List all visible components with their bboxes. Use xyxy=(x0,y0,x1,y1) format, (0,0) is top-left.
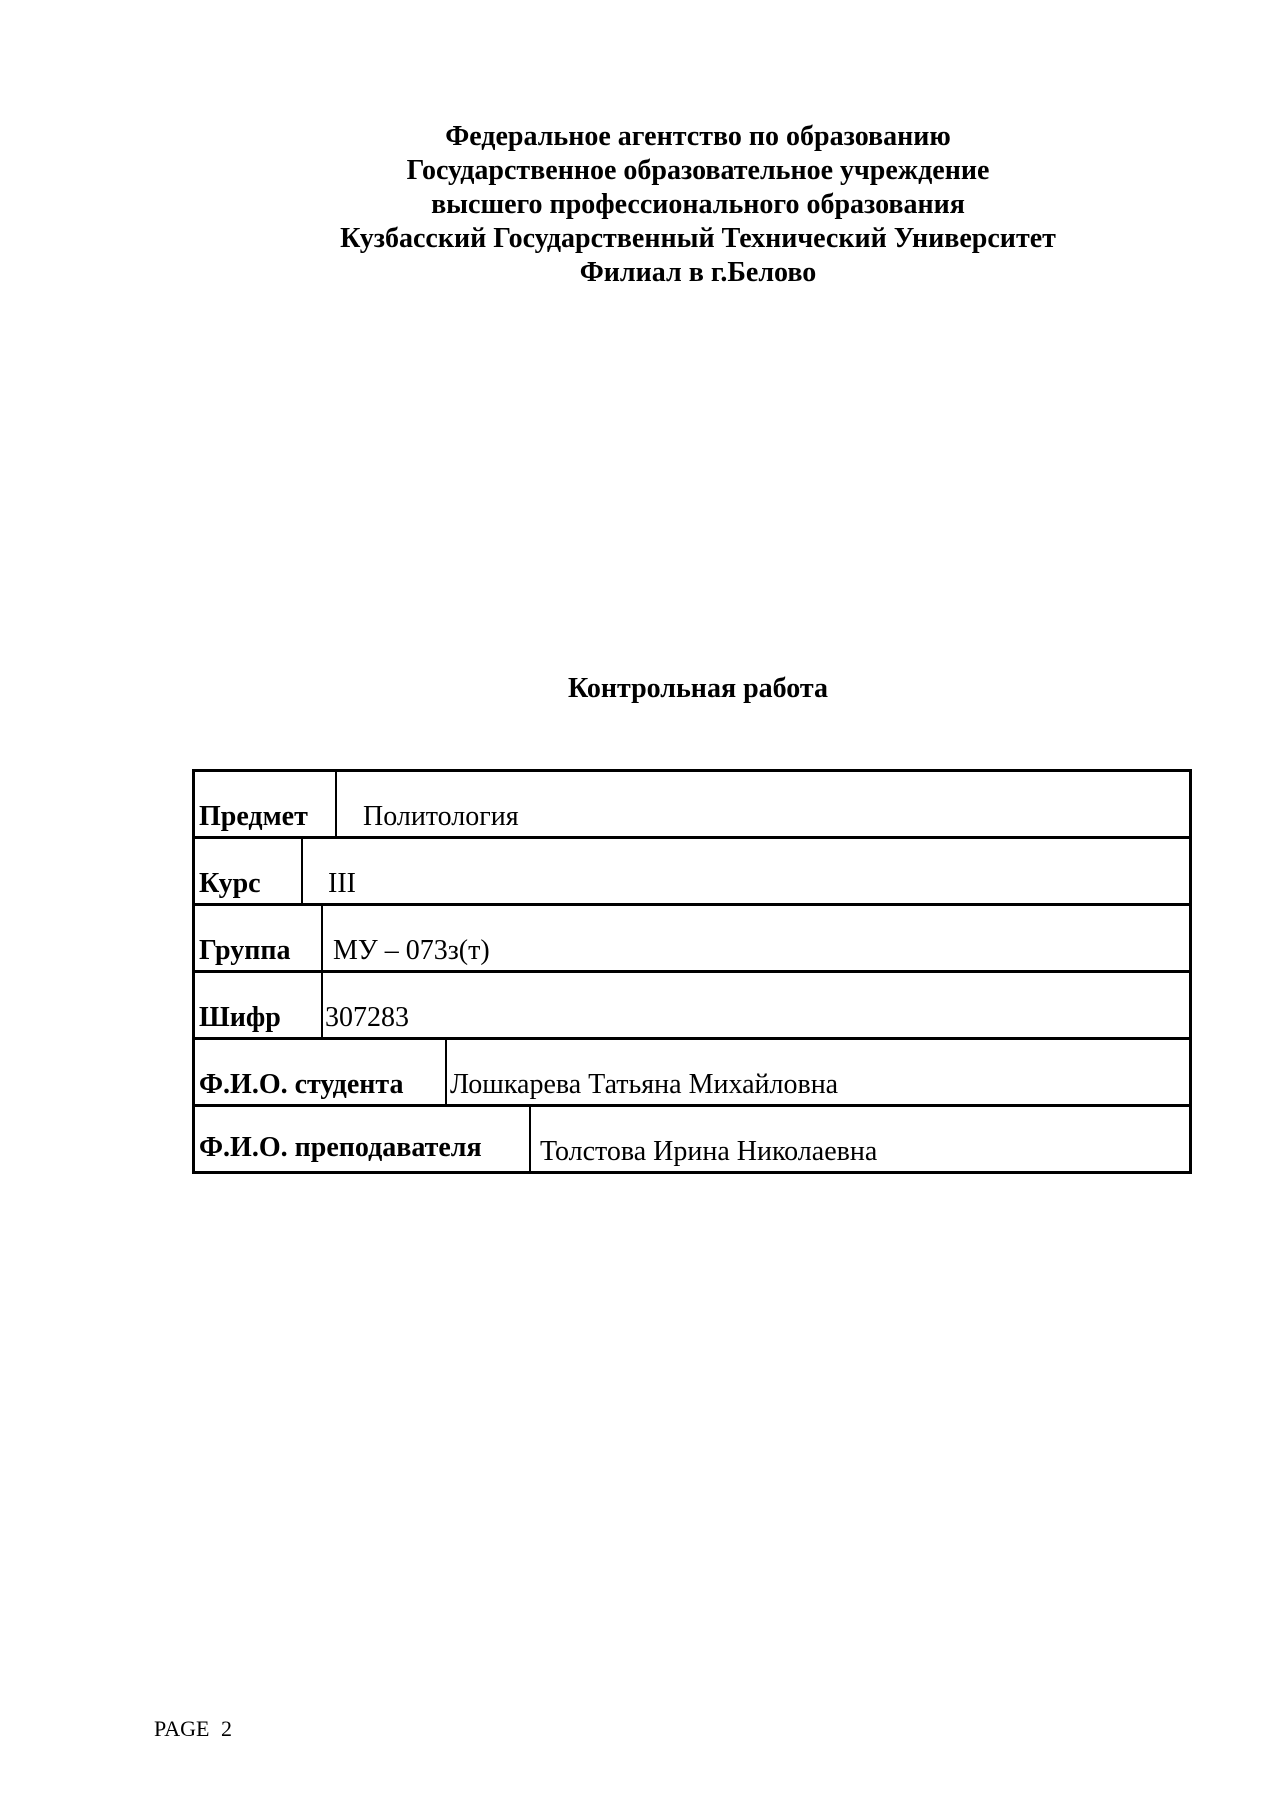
subject-label: Предмет xyxy=(199,801,308,832)
student-value: Лошкарева Татьяна Михайловна xyxy=(450,1069,839,1100)
document-title: Контрольная работа xyxy=(567,673,829,704)
teacher-label: Ф.И.О. преподавателя xyxy=(199,1132,482,1163)
header-line-university: Кузбасский Государственный Технический Университет xyxy=(340,223,1056,254)
header-line-agency: Федеральное агентство по образованию xyxy=(445,121,951,152)
subject-value: Политология xyxy=(363,801,519,832)
page-footer xyxy=(154,1716,232,1742)
header-line-institution-type: Государственное образовательное учреждение xyxy=(406,155,990,186)
table-row-group xyxy=(195,906,1189,973)
page-label: PAGE xyxy=(154,1716,210,1741)
student-label: Ф.И.О. студента xyxy=(199,1069,404,1100)
cell-divider xyxy=(335,772,337,836)
cell-divider xyxy=(529,1107,531,1171)
table-row-code xyxy=(195,973,1189,1040)
cell-divider xyxy=(321,973,323,1037)
course-value: III xyxy=(328,868,356,899)
code-label: Шифр xyxy=(199,1002,281,1033)
table-row-subject xyxy=(195,772,1189,839)
course-label: Курс xyxy=(199,868,261,899)
table-row-course xyxy=(195,839,1189,906)
group-value: МУ – 073з(т) xyxy=(333,935,490,966)
info-table xyxy=(192,769,1192,1174)
cell-divider xyxy=(445,1040,447,1104)
cell-divider xyxy=(301,839,303,903)
group-label: Группа xyxy=(199,935,291,966)
institution-header xyxy=(0,120,1280,290)
code-value: 307283 xyxy=(325,1002,409,1033)
page-number: 2 xyxy=(220,1716,232,1741)
teacher-value: Толстова Ирина Николаевна xyxy=(540,1136,878,1167)
table-row-teacher xyxy=(195,1107,1189,1174)
header-line-education-level: высшего профессионального образования xyxy=(431,189,965,220)
cell-divider xyxy=(321,906,323,970)
header-line-branch: Филиал в г.Белово xyxy=(579,257,817,288)
table-row-student xyxy=(195,1040,1189,1107)
